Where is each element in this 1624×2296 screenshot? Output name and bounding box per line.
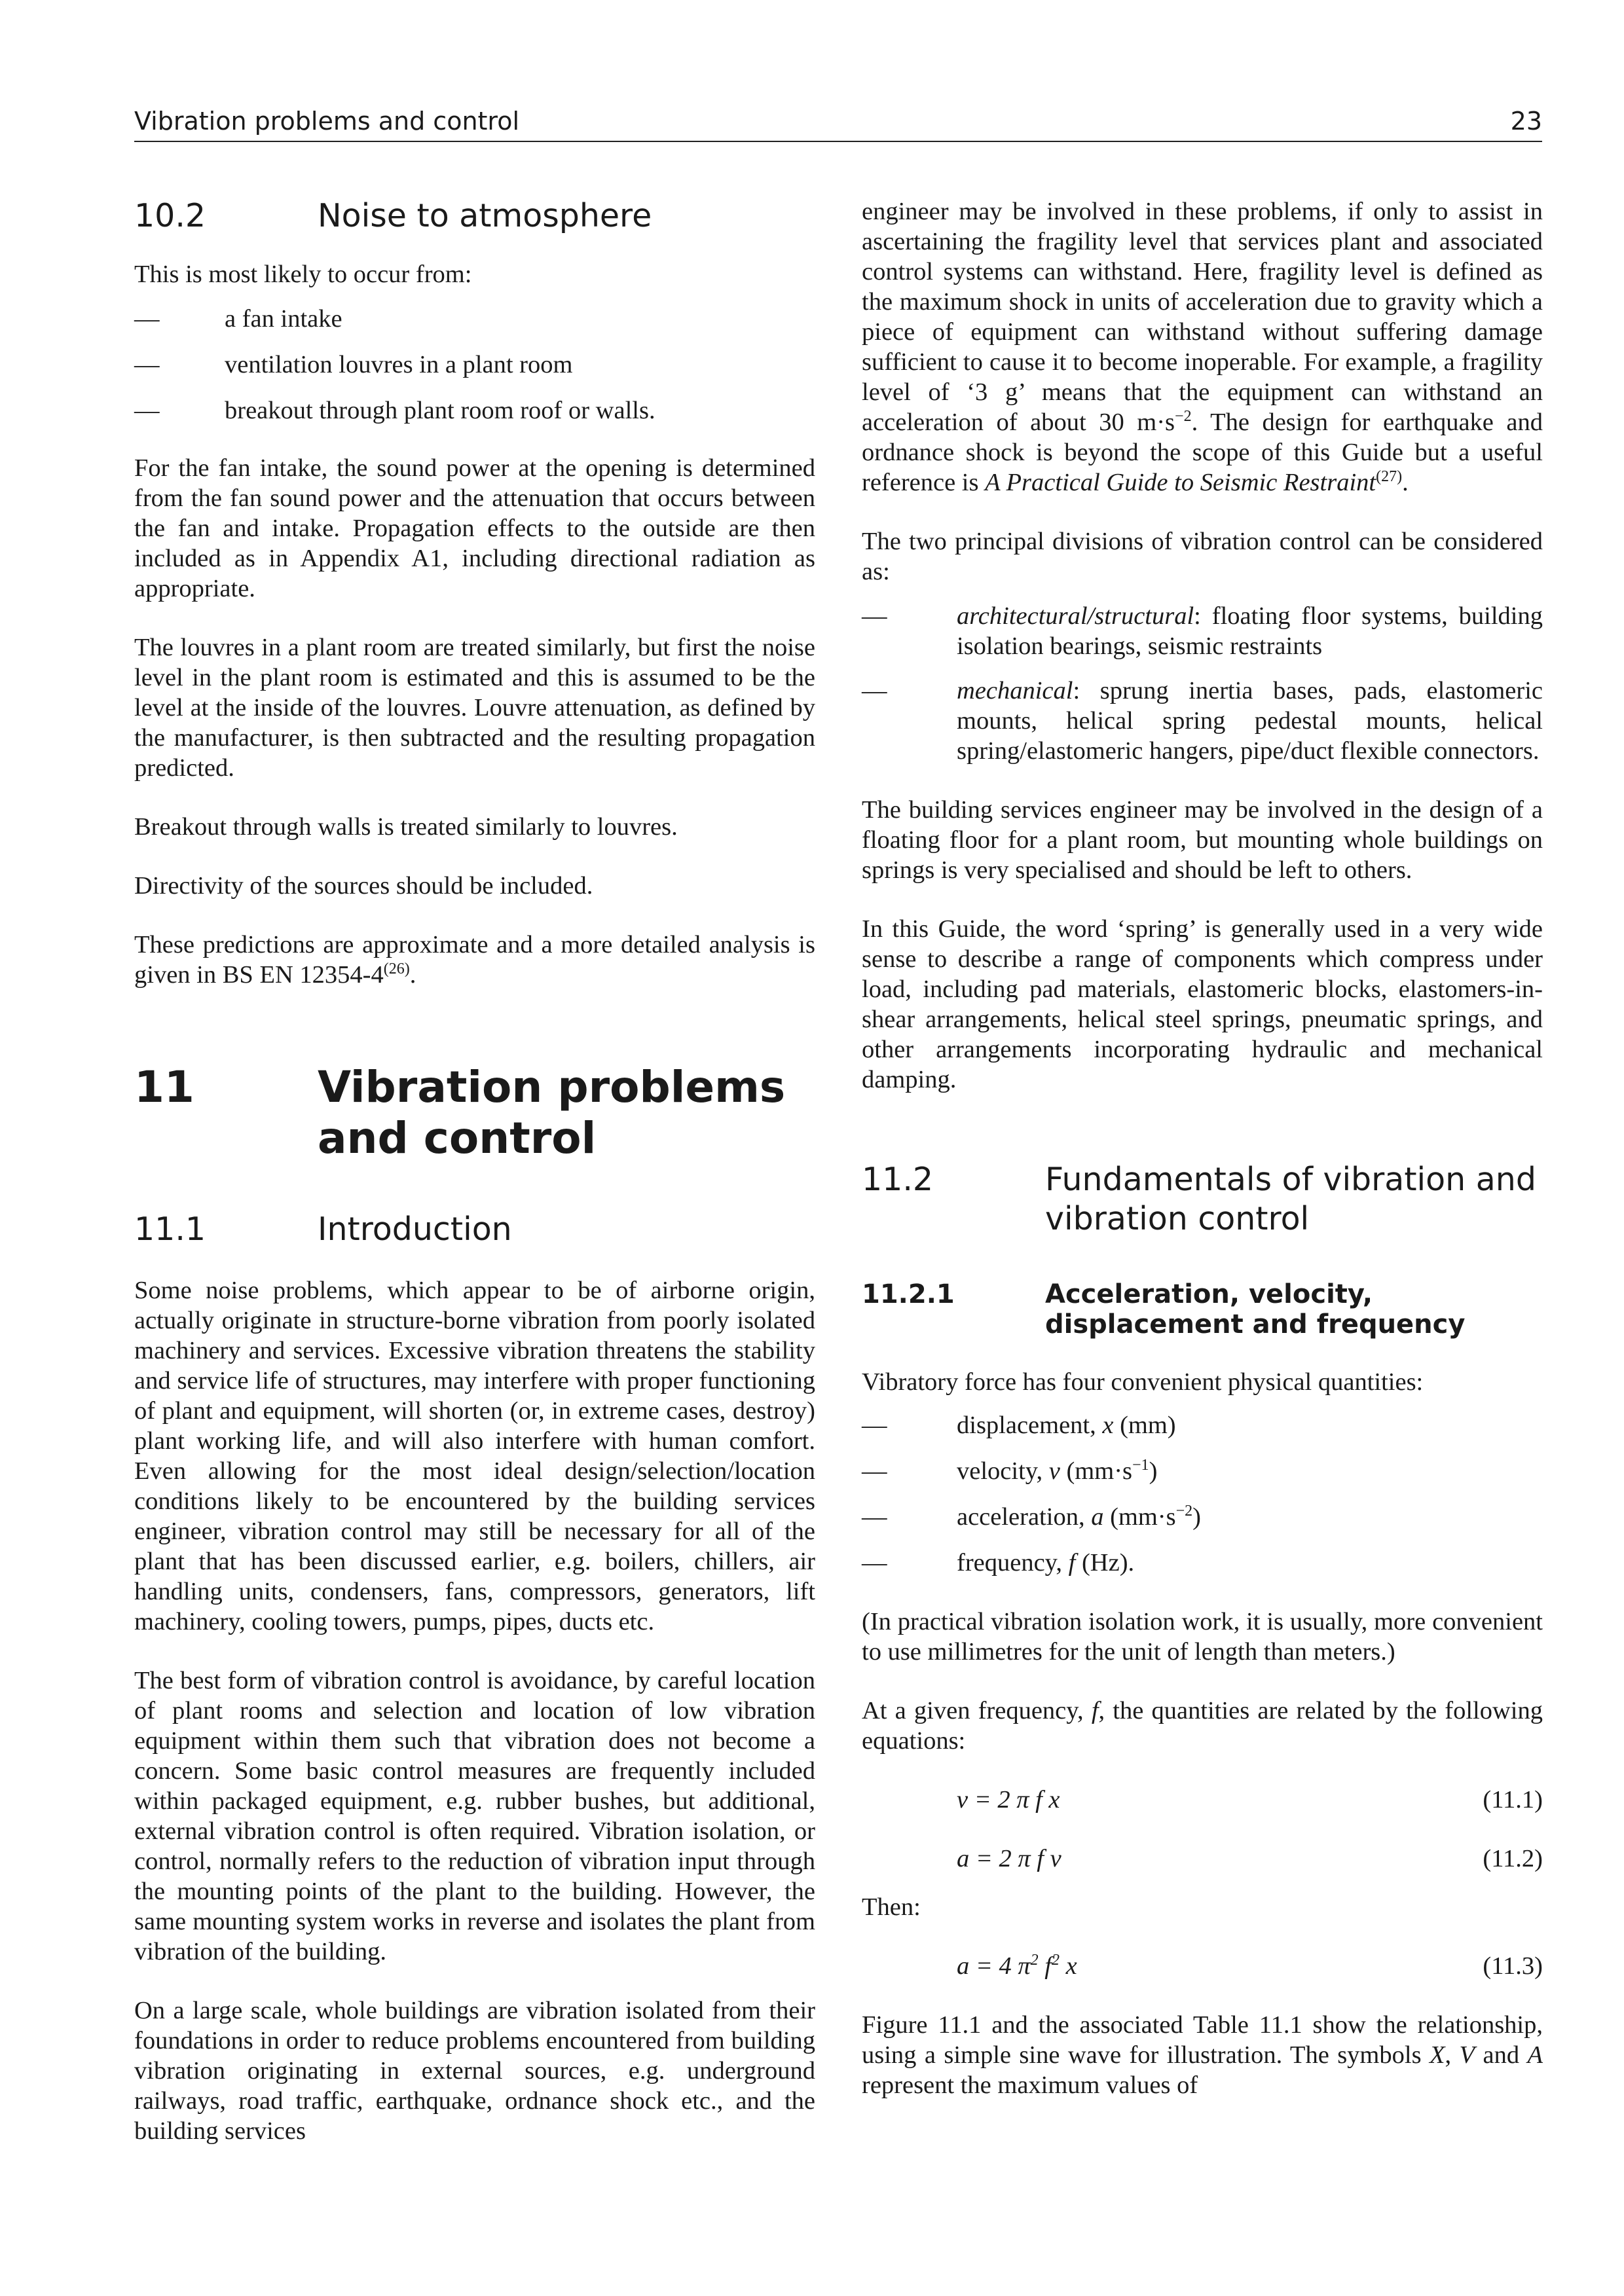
paragraph-predictions: These predictions are approximate and a more detailed analysis is given in BS EN 12354-4$^{(26)}$.	[134, 931, 815, 989]
paragraph-spring: In this Guide, the word ‘spring’ is generally used in a very wide sense to describe a range of components which compress under load, including pad materials, elastomeric blocks, elastomers-in-shear arrangements, helical steel springs, pneumatic springs, and other arrangements incorporating hydraulic and mechanical damping.	[862, 915, 1543, 1093]
reference-27: (27)	[1376, 468, 1403, 486]
section-11-2-heading	[862, 1160, 1543, 1239]
section-title: Fundamentals of vibration and vibration control	[1045, 1161, 1536, 1237]
reference-26: (26)	[383, 960, 410, 978]
reference-title: A Practical Guide to Seismic Restraint	[985, 469, 1376, 496]
section-number: 11.2.1	[862, 1279, 955, 1309]
equation-11-1	[862, 1785, 1543, 1815]
equation-number: (11.1)	[1483, 1786, 1543, 1813]
dash-bullet: —	[862, 677, 887, 704]
list-item: — acceleration, a $(mm\cdot s^{-2})$	[862, 1503, 1201, 1531]
left-column	[134, 196, 815, 2146]
paragraph-millimetres: (In practical vibration isolation work, it is usually, more convenient to use millimetres for the unit of length than meters.)	[862, 1608, 1543, 1666]
section-number: 11.1	[134, 1211, 206, 1248]
section-title: Introduction	[318, 1211, 512, 1248]
list-item: — frequency, f (Hz).	[862, 1549, 1135, 1576]
dash-bullet: —	[862, 1503, 887, 1531]
intro-line: This is most likely to occur from:	[134, 261, 472, 288]
quantities-list	[862, 1410, 1543, 1578]
section-11-heading	[134, 1062, 815, 1164]
paragraph-intro-3: On a large scale, whole buildings are vibration isolated from their foundations in order to reduce problems encountered from building vibration originating in external sources, e.g. underground railways, road traffic, earthquake, ordnance shock etc., and the building services	[134, 1997, 815, 2145]
running-header	[134, 107, 1542, 142]
paragraph-fan-intake: For the fan intake, the sound power at the opening is determined from the fan sound power and the attenuation that occurs between the fan and intake. Propagation effects to the outside are then included as in Appendix A1, including directional radiation as appropriate.	[134, 454, 815, 602]
section-title: Noise to atmosphere	[318, 197, 652, 234]
paragraph-floating-floor: The building services engineer may be involved in the design of a floating floor for a plant room, but mounting whole buildings on springs is very specialised and should be left to others.	[862, 796, 1543, 884]
equation-number: (11.3)	[1483, 1952, 1543, 1980]
section-11-2-1-heading	[862, 1279, 1543, 1339]
right-column	[862, 196, 1543, 2100]
divisions-list	[862, 601, 1543, 766]
paragraph-given-frequency: At a given frequency, f, the quantities are related by the following equations:	[862, 1697, 1543, 1755]
list-item: — mechanical: sprung inertia bases, pads, elastomeric mounts, helical spring pedestal mounts, helical spring/elastomeric hangers, pipe/duct flexible connectors.	[862, 677, 1543, 765]
section-11-1-heading	[134, 1210, 815, 1249]
section-title: Vibration problems and control	[318, 1062, 786, 1163]
section-title: Acceleration, velocity, displacement and frequency	[1045, 1279, 1466, 1339]
paragraph-intro-2: The best form of vibration control is avoidance, by careful location of plant rooms and selection and location of low vibration equipment within them such that vibration does not become a concern. Some basic control measures are frequently included within packaged equipment, e.g. rubber bushes, but additional, external vibration control is often required. Vibration isolation, or control, normally refers to the reduction of vibration input through the mounting points of the plant to the building. However, the same mounting system works in reverse and isolates the plant from vibration of the building.	[134, 1667, 815, 1965]
paragraph-breakout: Breakout through walls is treated similarly to louvres.	[134, 813, 678, 841]
equation-expression: v = 2 π f x	[957, 1786, 1060, 1813]
dash-bullet: —	[134, 305, 160, 333]
section-10-2-heading	[134, 196, 815, 236]
list-item: — velocity, v $(mm\cdot s^{-1})$	[862, 1457, 1158, 1485]
paragraph-intro-1: Some noise problems, which appear to be of airborne origin, actually originate in structure-borne vibration from poorly isolated machinery and services. Excessive vibration threatens the stability and service life of structures, may interfere with proper functioning of plant and equipment, will shorten (or, in extreme cases, destroy) plant working life, and will also interfere with human comfort. Even allowing for the most ideal design/selection/location conditions likely to be encountered by the building services engineer, vibration control may still be necessary for all of the plant that has been discussed earlier, e.g. boilers, chillers, air handling units, condensers, fans, compressors, generators, lift machinery, cooling towers, pumps, pipes, ducts etc.	[134, 1277, 815, 1635]
equation-expression: a = 4 $\pi^2$ $f^2$ x	[957, 1952, 1077, 1980]
list-item: — architectural/structural: floating floor systems, building isolation bearings, seismic restraints	[862, 602, 1543, 660]
running-title: Vibration problems and control	[134, 107, 520, 136]
then-label: Then:	[862, 1893, 921, 1921]
list-item: — a fan intake	[134, 305, 342, 333]
paragraph-fragility: engineer may be involved in these problems, if only to assist in ascertaining the fragility level that services plant and associated control systems can withstand. Here, fragility level is defined as the maximum shock in units of acceleration due to gravity which a piece of equipment can withstand without suffering damage sufficient to cause it to become inoperable. For example, a fragility level of ‘3 g’ means that the equipment can withstand an acceleration of about 30 $m\cdot s^{-2}$. The design for earthquake and ordnance shock is beyond the scope of this Guide but a useful reference is A Practical Guide to Seismic Restraint$^{(27)}$.	[862, 198, 1543, 496]
dash-bullet: —	[134, 351, 160, 378]
equation-number: (11.2)	[1483, 1845, 1543, 1872]
equation-expression: a = 2 π f v	[957, 1845, 1061, 1872]
section-number: 11.2	[862, 1161, 934, 1198]
equation-11-2	[862, 1844, 1543, 1874]
list-item: — displacement, x (mm)	[862, 1412, 1176, 1439]
dash-bullet: —	[862, 1457, 887, 1485]
paragraph-vibratory: Vibratory force has four convenient physical quantities:	[862, 1368, 1424, 1396]
dash-bullet: —	[862, 1549, 887, 1576]
dash-bullet: —	[862, 602, 887, 630]
equation-11-3	[862, 1951, 1543, 1981]
section-number: 10.2	[134, 197, 206, 234]
section-number: 11	[134, 1062, 194, 1112]
source-list	[134, 304, 815, 426]
list-item: — ventilation louvres in a plant room	[134, 351, 573, 378]
list-item: — breakout through plant room roof or walls.	[134, 397, 655, 424]
paragraph-louvres: The louvres in a plant room are treated similarly, but first the noise level in the plant room is estimated and this is assumed to be the level at the inside of the louvres. Louvre attenuation, as defined by the manufacturer, is then subtracted and the resulting propagation predicted.	[134, 634, 815, 782]
page-number: 23	[1510, 107, 1542, 136]
paragraph-directivity: Directivity of the sources should be included.	[134, 872, 593, 900]
paragraph-divisions: The two principal divisions of vibration control can be considered as:	[862, 528, 1543, 585]
dash-bullet: —	[134, 397, 160, 424]
dash-bullet: —	[862, 1412, 887, 1439]
paragraph-figure-reference: Figure 11.1 and the associated Table 11.1 show the relationship, using a simple sine wave for illustration. The symbols X, V and A represent the maximum values of	[862, 2011, 1543, 2099]
